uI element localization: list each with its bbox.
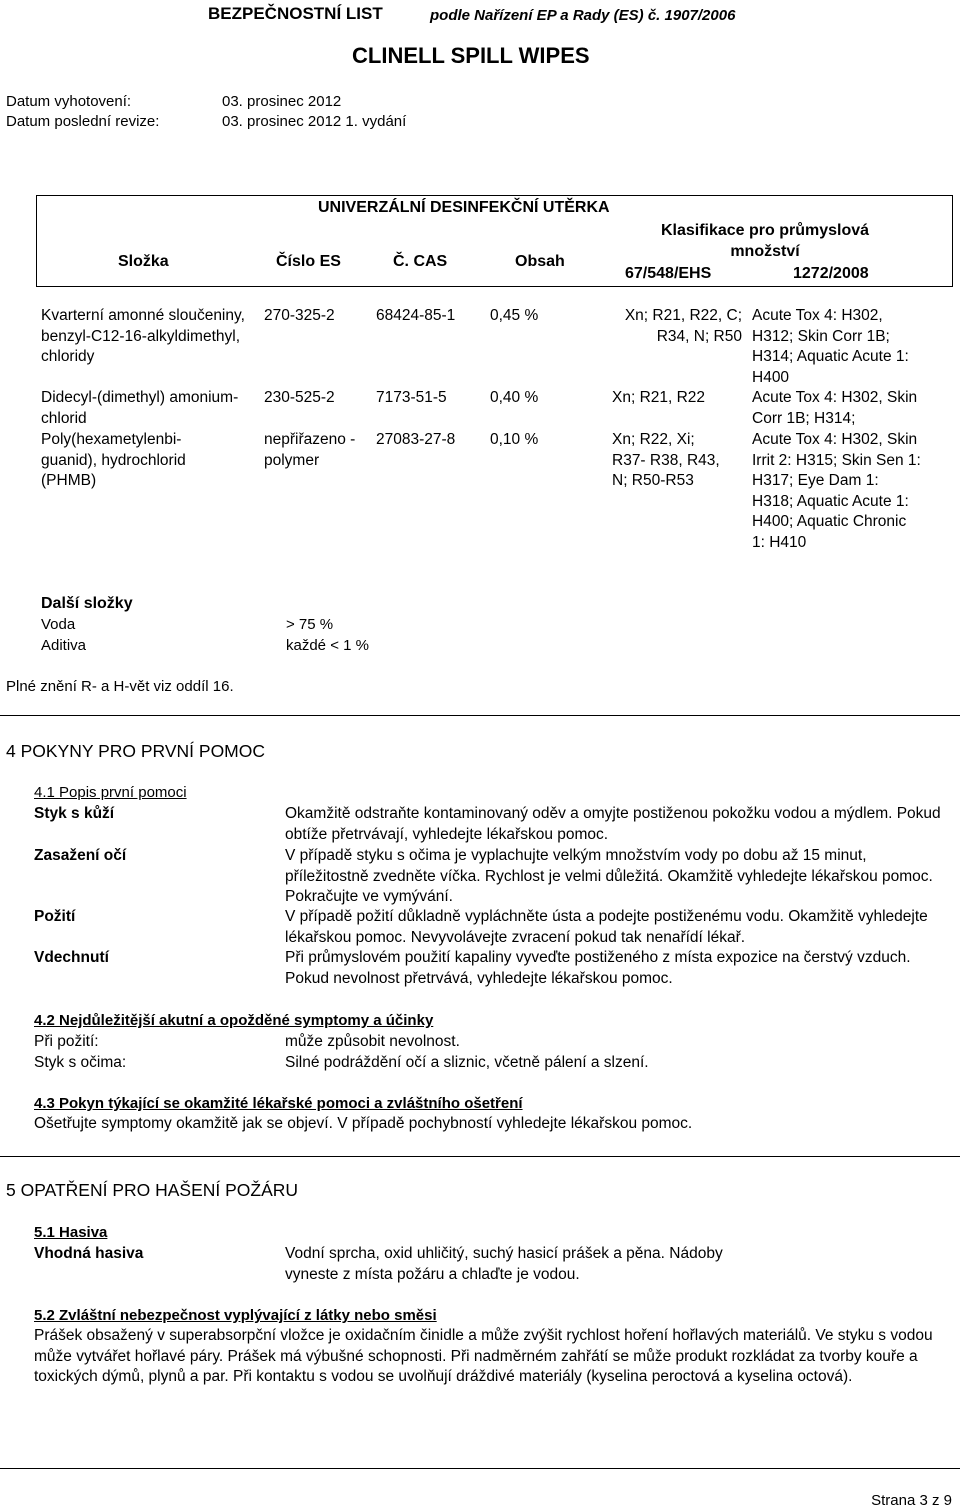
table-row-1-es: 270-325-2 (264, 307, 335, 324)
table-row-3-reg1272: Acute Tox 4: H302, Skin Irrit 2: H315; Skin Sen 1: H317; Eye Dam 1: H318; Aquatic Acute 1: H400; Aquatic Chronic 1: H410 (752, 431, 921, 551)
header-reg-1272-2008: 1272/2008 (793, 265, 869, 282)
product-name: CLINELL SPILL WIPES (352, 43, 590, 68)
first-aid-skin-label: Styk s kůží (34, 805, 115, 822)
first-aid-eyes-text: V případě styku s očima je vyplachujte velkým množstvím vody po dobu až 15 minut, příležitostně zvedněte víčka. Rychlost je velmi důležitá. Okamžitě vyhledejte lékařskou pomoc. Pokračujte ve vymývání. (285, 847, 933, 905)
subsection-4-2-title: 4.2 Nejdůležitější akutní a opožděné symptomy a účinky (34, 1012, 434, 1029)
extinguishing-media-label: Vhodná hasiva (34, 1245, 144, 1262)
page-number: Strana 3 z 9 (871, 1492, 952, 1509)
phrases-note: Plné znění R- a H-vět viz oddíl 16. (6, 678, 234, 695)
table-row-1-component: Kvarterní amonné sloučeniny, benzyl-C12-16-alkyldimethyl, chloridy (41, 307, 245, 365)
section-5-title: 5 OPATŘENÍ PRO HAŠENÍ POŽÁRU (6, 1180, 299, 1200)
table-row-2-reg1272: Acute Tox 4: H302, Skin Corr 1B; H314; (752, 389, 918, 427)
revision-date: 03. prosinec 2012 1. vydání (222, 113, 407, 130)
header-content: Obsah (515, 253, 565, 270)
header-cas-number: Č. CAS (393, 253, 448, 270)
extinguishing-media-text: Vodní sprcha, oxid uhličitý, suchý hasicí prášek a pěna. Nádoby vyneste z místa požáru a chlaďte je vodou. (285, 1245, 723, 1283)
issue-date-label: Datum vyhotovení: (6, 93, 132, 110)
header-es-number: Číslo ES (276, 253, 341, 270)
subsection-5-2-title: 5.2 Zvláštní nebezpečnost vyplývající z látky nebo směsi (34, 1307, 437, 1324)
symptom-ingestion-label: Při požití: (34, 1033, 99, 1050)
table-row-1-content: 0,45 % (490, 307, 539, 324)
symptom-eyes-text: Silné podráždění očí a sliznic, včetně pálení a slzení. (285, 1054, 649, 1071)
other-component-name: Aditiva (41, 637, 87, 654)
subsection-5-1-title: 5.1 Hasiva (34, 1224, 108, 1241)
table-row-3-cas: 27083-27-8 (376, 431, 456, 448)
subsection-4-3-title: 4.3 Pokyn týkající se okamžité lékařské pomoci a zvláštního ošetření (34, 1095, 523, 1112)
other-component-name: Voda (41, 616, 76, 633)
first-aid-inhalation-text: Při průmyslovém použití kapaliny vyveďte postiženého z místa expozice na čerstvý vzduch. Pokud nevolnost přetrvává, vyhledejte lékařskou pomoc. (285, 949, 911, 987)
section-4-title: 4 POKYNY PRO PRVNÍ POMOC (6, 741, 266, 761)
header-component: Složka (118, 253, 169, 270)
other-component-value: > 75 % (286, 616, 334, 633)
symptom-eyes-label: Styk s očima: (34, 1054, 127, 1071)
header-dir-67-548: 67/548/EHS (625, 265, 712, 282)
subsection-4-1-title: 4.1 Popis první pomoci (34, 784, 187, 801)
table-row-1-reg1272: Acute Tox 4: H302, H312; Skin Corr 1B; H314; Aquatic Acute 1: H400 (752, 307, 909, 386)
table-row-2-content: 0,40 % (490, 389, 539, 406)
other-component-value: každé < 1 % (286, 637, 369, 654)
table-row-3-dir67: Xn; R22, Xi; R37- R38, R43, N; R50-R53 (612, 431, 720, 489)
first-aid-ingestion-label: Požití (34, 908, 76, 925)
table-row-1-cas: 68424-85-1 (376, 307, 456, 324)
first-aid-skin-text: Okamžitě odstraňte kontaminovaný oděv a omyjte postiženou pokožku vodou a mýdlem. Pokud obtíže přetrvávají, vyhledejte lékařskou pomoc. (285, 805, 941, 843)
document-title: BEZPEČNOSTNÍ LIST (208, 4, 383, 23)
symptom-ingestion-text: může způsobit nevolnost. (285, 1033, 460, 1050)
treatment-text: Ošetřujte symptomy okamžitě jak se objeví. V případě pochybností vyhledejte lékařskou pomoc. (34, 1115, 693, 1132)
composition-caption: UNIVERZÁLNÍ DESINFEKČNÍ UTĚRKA (318, 199, 610, 216)
table-row-2-cas: 7173-51-5 (376, 389, 447, 406)
header-classification: Klasifikace pro průmyslová množství (660, 222, 870, 260)
first-aid-inhalation-label: Vdechnutí (34, 949, 109, 966)
table-row-3-component: Poly(hexametylenbi-guanid), hydrochlorid (PHMB) (41, 431, 186, 489)
section-divider (0, 715, 960, 716)
table-row-2-es: 230-525-2 (264, 389, 335, 406)
table-row-2-dir67: Xn; R21, R22 (612, 389, 706, 406)
table-row-3-content: 0,10 % (490, 431, 539, 448)
special-hazards-text: Prášek obsažený v superabsorpční vložce je oxidačním činidle a může zvýšit rychlost hoření hořlavých materiálů. Ve styku s vodou může vytvářet hořlavé páry. Prášek má výbušné schopnosti. Při nadměrném zahřátí se může produkt rozkládat za tvorby kouře a toxických dýmů, plynů a par. Při kontaktu s vodou se uvolňují dráždivé materiály (kyselina peroctová a kyselina octová). (34, 1327, 933, 1385)
revision-date-label: Datum poslední revize: (6, 113, 160, 130)
first-aid-ingestion-text: V případě požití důkladně vypláchněte ústa a podejte postiženému vodu. Okamžitě vyhledejte lékařskou pomoc. Nevyvolávejte zvracení pokud tak nenařídí lékař. (285, 908, 928, 946)
table-row-2-component: Didecyl-(dimethyl) amonium- chlorid (41, 389, 239, 427)
section-divider (0, 1156, 960, 1157)
other-components-title: Další složky (41, 595, 133, 612)
table-row-3-es: nepřiřazeno -polymer (264, 431, 356, 469)
composition-table-divider (36, 286, 953, 287)
first-aid-eyes-label: Zasažení očí (34, 847, 127, 864)
issue-date: 03. prosinec 2012 (222, 93, 342, 110)
footer-divider (0, 1468, 960, 1469)
table-row-1-dir67: Xn; R21, R22, C; R34, N; R50 (624, 307, 742, 345)
regulation-reference: podle Nařízení EP a Rady (ES) č. 1907/2006 (430, 7, 736, 24)
